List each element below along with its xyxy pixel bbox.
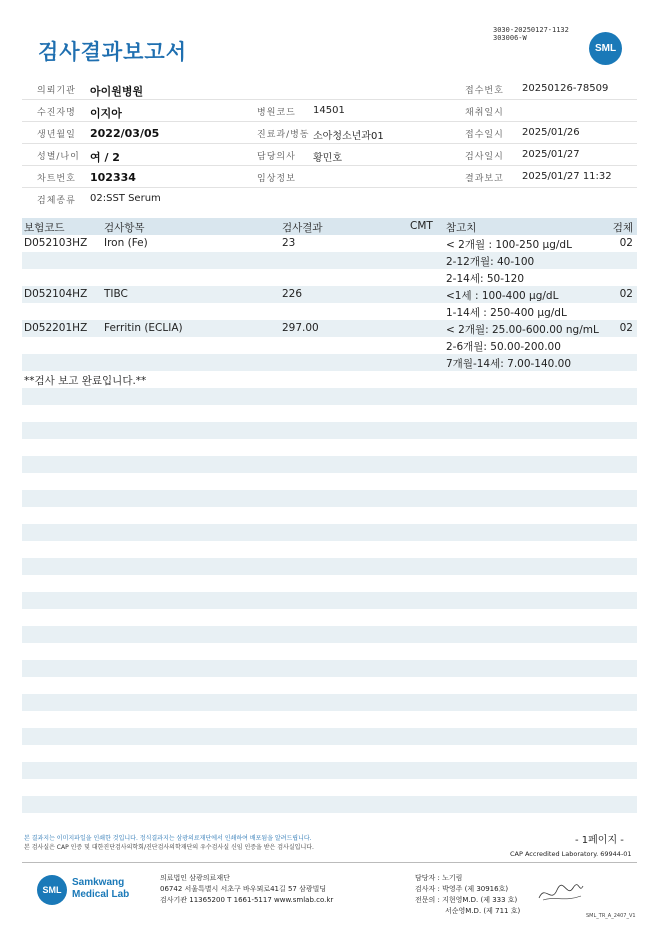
cell-item: TIBC [104, 288, 128, 300]
cell-ref: < 2개월: 25.00-600.00 ng/mL [446, 324, 599, 336]
sml-logo-icon: SML [589, 32, 622, 65]
empty-row [22, 796, 637, 813]
empty-row [22, 439, 637, 456]
header-code: 보험코드 [24, 222, 65, 234]
label-institution: 의뢰기관 [37, 86, 76, 96]
cell-specimen: 02 [619, 322, 633, 334]
empty-row [22, 813, 637, 830]
empty-row [22, 388, 637, 405]
empty-row [22, 592, 637, 609]
cell-result: 297.00 [282, 322, 319, 334]
patient-info [22, 78, 637, 209]
label-receipt-date: 접수일시 [465, 130, 504, 140]
page-number: - 1페이지 - [575, 835, 624, 846]
table-row [22, 252, 637, 269]
label-sex-age: 성별/나이 [37, 152, 80, 162]
address-line-1: 의료법인 삼광의료재단 [160, 874, 230, 882]
cell-ref: <1세 : 100-400 μg/dL [446, 290, 559, 302]
label-department: 진료과/병동 [257, 130, 310, 140]
report-title: 검사결과보고서 [38, 40, 188, 64]
cell-ref: 2-12개월: 40-100 [446, 256, 535, 268]
staff-specialist-1: 전문의 : 지현영M.D. (제 333 호) [415, 896, 518, 904]
cell-ref: 2-6개월: 50.00-200.00 [446, 341, 561, 353]
info-row [22, 100, 637, 122]
info-row [22, 78, 637, 100]
brand-line-2: Medical Lab [72, 889, 130, 900]
header-specimen: 검체 [612, 222, 633, 234]
label-report-date: 결과보고 [465, 174, 504, 184]
header-reference: 참고치 [446, 222, 477, 234]
empty-row [22, 609, 637, 626]
empty-row [22, 405, 637, 422]
address-line-2: 06742 서울특별시 서초구 바우뫼로41길 57 삼광빌딩 [160, 885, 327, 893]
empty-row [22, 643, 637, 660]
value-birthdate: 2022/03/05 [90, 127, 160, 140]
value-department: 소아청소년과01 [313, 131, 384, 142]
doc-code-2: 303006-W [493, 34, 527, 42]
cell-item: Ferritin (ECLIA) [104, 322, 183, 334]
table-row [22, 337, 637, 354]
footer-divider [22, 862, 637, 863]
empty-row [22, 558, 637, 575]
table-row [22, 320, 637, 337]
empty-row [22, 745, 637, 762]
header-item: 검사항목 [104, 222, 145, 234]
info-row [22, 166, 637, 188]
label-specimen-type: 검체종류 [37, 196, 76, 206]
lab-address [160, 873, 333, 906]
empty-row [22, 473, 637, 490]
table-row [22, 371, 637, 388]
empty-row [22, 779, 637, 796]
staff-list [415, 873, 520, 917]
form-code: SML_TR_A_2407_V1 [586, 913, 636, 919]
empty-row [22, 456, 637, 473]
staff-specialist-2: 서순영M.D. (제 711 호) [445, 907, 521, 915]
value-hospital-code: 14501 [313, 105, 345, 116]
value-receipt-date: 2025/01/26 [522, 127, 580, 138]
empty-row [22, 677, 637, 694]
staff-contact: 담당자 : 노기림 [415, 874, 463, 882]
address-line-3: 검사기관 11365200 T 1661-5117 www.smlab.co.kr [160, 896, 334, 904]
info-row [22, 144, 637, 166]
label-hospital-code: 병원코드 [257, 108, 296, 118]
empty-row [22, 694, 637, 711]
footer-notes [24, 834, 404, 852]
table-row [22, 354, 637, 371]
samkwang-logo-icon: SML [37, 875, 67, 905]
empty-row [22, 541, 637, 558]
info-row [22, 188, 637, 209]
brand-name [72, 877, 129, 901]
table-header [22, 218, 637, 235]
empty-row [22, 711, 637, 728]
info-row [22, 122, 637, 144]
cell-result: 23 [282, 237, 296, 249]
value-report-date: 2025/01/27 11:32 [522, 171, 612, 182]
label-patient-name: 수진자명 [37, 108, 76, 118]
header-result: 검사결과 [282, 222, 323, 234]
table-row [22, 303, 637, 320]
cell-item: Iron (Fe) [104, 237, 148, 249]
table-row [22, 269, 637, 286]
cell-specimen: 02 [619, 237, 633, 249]
cell-code: D052103HZ [24, 237, 88, 249]
cap-accreditation: CAP Accredited Laboratory. 69944-01 [510, 850, 632, 858]
table-row [22, 235, 637, 252]
cell-ref: 1-14세 : 250-400 μg/dL [446, 307, 567, 319]
cell-code: **검사 보고 완료입니다.** [24, 375, 147, 387]
signature-icon [535, 880, 585, 906]
staff-tester: 검사자 : 박영주 (제 30916호) [415, 885, 509, 893]
cell-code: D052201HZ [24, 322, 88, 334]
label-birthdate: 생년월일 [37, 130, 76, 140]
table-body [22, 235, 637, 830]
cell-ref: 2-14세: 50-120 [446, 273, 525, 285]
empty-row [22, 762, 637, 779]
results-table [22, 218, 637, 830]
label-clinical-info: 임상정보 [257, 174, 296, 184]
label-chart-no: 차트번호 [37, 174, 76, 184]
empty-row [22, 728, 637, 745]
print-note: 본 결과지는 이미지파일을 인쇄한 것입니다. 정식결과지는 삼광의료재단에서 인쇄하여 배포됨을 알려드립니다. [24, 835, 312, 842]
brand-line-1: Samkwang [72, 877, 125, 888]
table-row [22, 286, 637, 303]
label-test-date: 검사일시 [465, 152, 504, 162]
cell-ref: 7개월-14세: 7.00-140.00 [446, 358, 572, 370]
cell-specimen: 02 [619, 288, 633, 300]
empty-row [22, 490, 637, 507]
value-doctor: 황민호 [313, 153, 342, 164]
value-sex-age: 여 / 2 [90, 151, 120, 164]
value-patient-name: 이지아 [90, 107, 122, 120]
empty-row [22, 507, 637, 524]
empty-row [22, 626, 637, 643]
empty-row [22, 575, 637, 592]
empty-row [22, 660, 637, 677]
accreditation-note: 본 검사실은 CAP 인증 및 대한진단검사의학회/진단검사의학재단의 우수검사실 신임 인증을 받은 검사실입니다. [24, 844, 314, 851]
cell-code: D052104HZ [24, 288, 88, 300]
value-receipt-no: 20250126-78509 [522, 83, 609, 94]
empty-row [22, 422, 637, 439]
empty-row [22, 524, 637, 541]
document-codes [493, 26, 569, 42]
value-institution: 아이원병원 [90, 85, 144, 98]
label-collection-date: 채취일시 [465, 108, 504, 118]
label-receipt-no: 접수번호 [465, 86, 504, 96]
header-cmt: CMT [410, 220, 433, 232]
cell-ref: < 2개월 : 100-250 μg/dL [446, 239, 572, 251]
value-test-date: 2025/01/27 [522, 149, 580, 160]
value-chart-no: 102334 [90, 171, 136, 184]
cell-result: 226 [282, 288, 303, 300]
label-doctor: 담당의사 [257, 152, 296, 162]
value-specimen-type: 02:SST Serum [90, 193, 161, 204]
doc-code-1: 3030-20250127-1132 [493, 26, 569, 34]
